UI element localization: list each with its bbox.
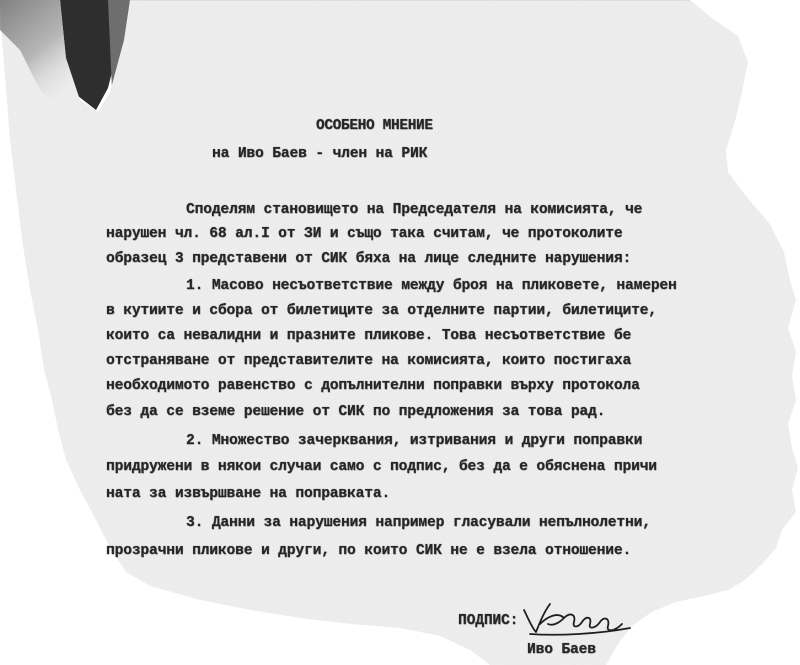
body-line: 3. Данни за нарушения например гласували непълнолетни, xyxy=(186,515,651,531)
handwritten-signature xyxy=(518,598,636,640)
body-line: без да се вземе решение от СИК по предложения за това рад. xyxy=(106,404,606,420)
signature-label: ПОДПИС: xyxy=(458,613,519,629)
body-line: в кутиите и сбора от билетиците за отделните партии, билетиците, xyxy=(106,303,657,319)
body-line: 2. Множество зачерквания, изтривания и други поправки xyxy=(186,433,643,449)
body-line: нарушен чл. 68 ал.I от ЗИ и също така считам, че протоколите xyxy=(106,226,623,242)
body-line: които са невалидни и празните пликове. Това несъответствие бе xyxy=(106,328,632,344)
document-subtitle: на Иво Баев - член на РИК xyxy=(212,146,428,162)
body-line: прозрачни пликове и други, по които СИК не е взела отношение. xyxy=(106,543,632,559)
body-line: необходимото равенство с допълнителни поправки върху протокола xyxy=(106,378,640,394)
document-title: ОСОБЕНО МНЕНИЕ xyxy=(316,118,433,134)
body-line: 1. Масово несъответствие между броя на пликовете, намерен xyxy=(186,278,677,294)
body-line: образец 3 представени от СИК бяха на лице следните нарушения: xyxy=(106,251,632,267)
body-line: придружени в някои случаи само с подпис, без да е обяснена причи xyxy=(106,459,657,475)
signer-name: Иво Баев xyxy=(527,642,596,658)
body-line: отстраняване от представителите на комисията, които постигаха xyxy=(106,353,632,369)
body-line: Споделям становището на Председателя на комисията, че xyxy=(186,202,643,218)
body-line: ната за извършване на поправката. xyxy=(106,486,391,502)
